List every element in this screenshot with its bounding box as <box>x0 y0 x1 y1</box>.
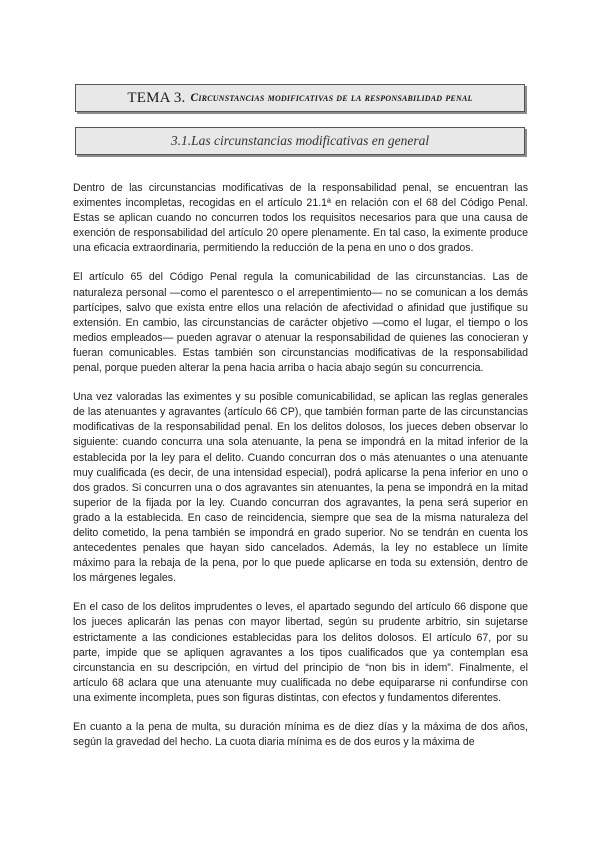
chapter-number: TEMA 3. <box>127 89 186 106</box>
paragraph-5: En cuanto a la pena de multa, su duración mínima es de diez días y la máxima de dos años, según la gravedad del hecho. La cuota diaria mínima es de dos euros y la máxima de <box>73 721 528 749</box>
section-title-box <box>75 127 525 155</box>
chapter-title-box <box>75 84 525 112</box>
body-text <box>73 181 528 764</box>
paragraph-4: En el caso de los delitos imprudentes o leves, el apartado segundo del artículo 66 dispone que los jueces aplicarán las penas con mayor libertad, según su prudente arbitrio, sin sujetarse estrictamente a las condiciones establecidas para los delitos dolosos. El artículo 67, por su parte, impide que se apliquen agravantes a los tipos cualificados que ya contemplan esa circunstancia en su descripción, en virtud del principio de “non bis in idem”. Finalmente, el artículo 68 aclara que una atenuante muy cualificada no debe equipararse ni confundirse con una eximente incompleta, pues son figuras distintas, con efectos y fundamentos diferentes. <box>73 601 528 704</box>
paragraph-2: El artículo 65 del Código Penal regula la comunicabilidad de las circunstancias. Las de naturaleza personal —como el parentesco o el arrepentimiento— no se comunican a los demás partícipes, salvo que exista entre ellos una relación de afectividad o afinidad que justifique su extensión. En cambio, las circunstancias de carácter objetivo —como el lugar, el tiempo o los medios empleados— pueden agravar o atenuar la responsabilidad de quienes las conocieran y fueran comunicables. Estas también son circunstancias modificativas de la responsabilidad penal, porque pueden alterar la pena hacia arriba o hacia abajo según su concurrencia. <box>73 271 528 375</box>
section-title: 3.1.Las circunstancias modificativas en general <box>170 133 430 148</box>
paragraph-1: Dentro de las circunstancias modificativas de la responsabilidad penal, se encuentran las eximentes incompletas, recogidas en el artículo 21.1ª en relación con el 68 del Código Penal. Estas se aplican cuando no concurren todos los requisitos necesarios para que una causa de exención de responsabilidad del artículo 20 opere plenamente. En tal caso, la eximente produce una eficacia extraordinaria, permitiendo la reducción de la pena en uno o dos grados. <box>73 182 528 255</box>
chapter-title: Circunstancias modificativas de la responsabilidad penal <box>190 92 473 104</box>
paragraph-3: Una vez valoradas las eximentes y su posible comunicabilidad, se aplican las reglas generales de las atenuantes y agravantes (artículo 66 CP), que también forman parte de las circunstancias modificativas de la responsabilidad penal. En los delitos dolosos, los jueces deben observar lo siguiente: cuando concurra una sola atenuante, la pena se impondrá en la mitad inferior de la establecida por la ley para el delito. Cuando concurran dos o más atenuantes o una atenuante muy cualificada (es decir, de una intensidad especial), podrá aplicarse la pena inferior en uno o dos grados. Si concurren una o dos agravantes sin atenuantes, la pena se impondrá en la mitad superior de la fijada por la ley. Cuando concurran dos agravantes, la pena será superior en grado a la establecida. En caso de reincidencia, siempre que sea de la misma naturaleza del delito cometido, la pena también se impondrá en grado superior. No se tendrán en cuenta los antecedentes penales que hayan sido cancelados. Además, la ley no establece un límite máximo para la rebaja de la pena, por lo que puede aplicarse en toda su extensión, dentro de los márgenes legales. <box>73 391 528 585</box>
